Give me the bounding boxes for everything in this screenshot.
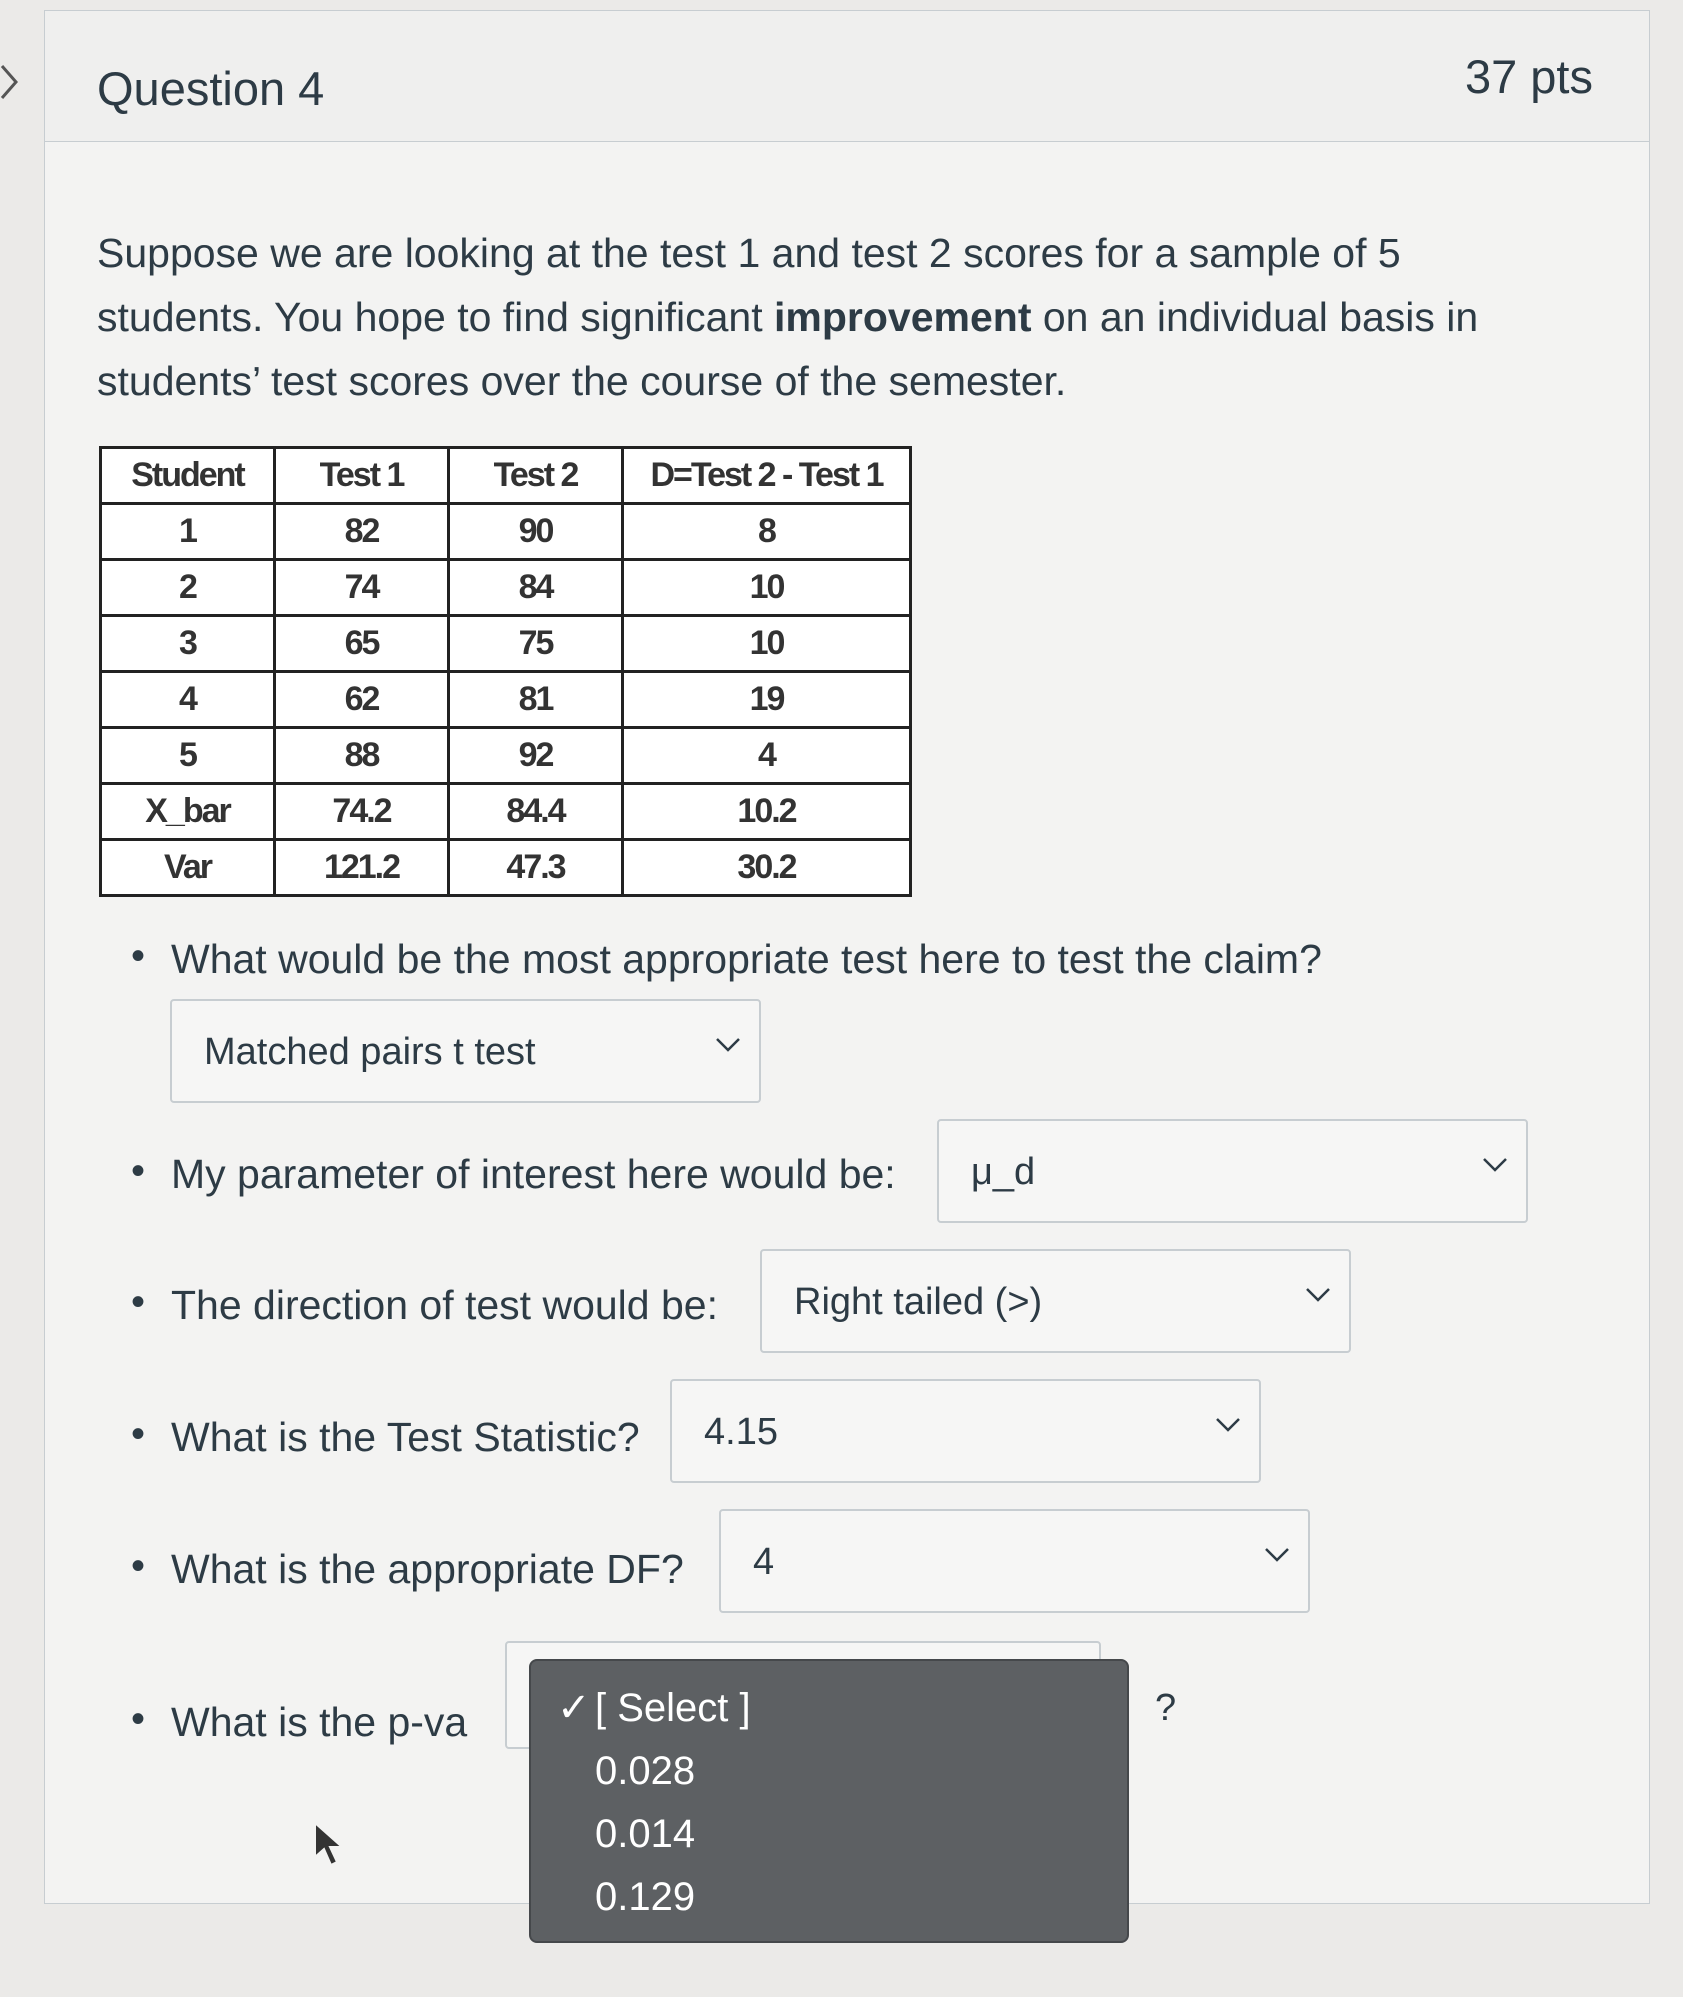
table-cell: 65 — [275, 616, 449, 672]
q6-label-suffix: ? — [1155, 1687, 1177, 1729]
q6-label: • What is the p-va — [171, 1699, 467, 1746]
table-cell: 10.2 — [623, 784, 911, 840]
table-cell: 4 — [101, 672, 275, 728]
table-row — [101, 672, 911, 728]
chevron-down-icon — [715, 1037, 741, 1053]
check-icon: ✓ — [557, 1686, 591, 1730]
mouse-pointer-icon — [313, 1821, 345, 1867]
direction-select[interactable] — [760, 1249, 1351, 1353]
q1-label: • What would be the most appropriate test here to test the claim? — [171, 936, 1322, 983]
table-cell: 2 — [101, 560, 275, 616]
prompt-bold-word: improvement — [774, 294, 1032, 340]
parameter-value: μ_d — [971, 1151, 1036, 1193]
table-cell: 121.2 — [275, 840, 449, 896]
test-statistic-value: 4.15 — [704, 1411, 778, 1453]
prompt-text-start: Suppose we are looking at the test 1 and test 2 scores for a sample of 5 students. You hope to find significant — [97, 230, 1401, 340]
chevron-down-icon — [1264, 1547, 1290, 1563]
question-card — [44, 10, 1650, 1919]
table-row — [101, 728, 911, 784]
dropdown-option-select[interactable] — [557, 1685, 751, 1731]
table-header-cell: Test 2 — [449, 448, 623, 504]
df-select[interactable] — [719, 1509, 1310, 1613]
table-header-cell: Test 1 — [275, 448, 449, 504]
table-cell: 75 — [449, 616, 623, 672]
test-type-select[interactable] — [170, 999, 761, 1103]
table-cell: 82 — [275, 504, 449, 560]
table-cell: 90 — [449, 504, 623, 560]
table-cell: 74.2 — [275, 784, 449, 840]
option-label: [ Select ] — [595, 1686, 751, 1730]
test-statistic-select[interactable] — [670, 1379, 1261, 1483]
prompt-text-end: on an individual basis in students’ test scores over the course of the semester. — [97, 294, 1479, 404]
table-header-cell: D=Test 2 - Test 1 — [623, 448, 911, 504]
table-cell: 4 — [623, 728, 911, 784]
question-points: 37 pts — [1464, 50, 1593, 103]
table-body — [101, 504, 911, 896]
table-row — [101, 784, 911, 840]
table-cell: 10 — [623, 560, 911, 616]
table-cell: 88 — [275, 728, 449, 784]
table-cell: 10 — [623, 616, 911, 672]
direction-value: Right tailed (>) — [794, 1281, 1043, 1323]
table-header-cell: Student — [101, 448, 275, 504]
table-row — [101, 504, 911, 560]
question-title: Question 4 — [97, 62, 325, 115]
dropdown-option-0-014[interactable]: 0.014 — [595, 1812, 696, 1856]
question-header — [45, 11, 1649, 142]
test-type-value: Matched pairs t test — [204, 1031, 536, 1073]
table-row — [101, 840, 911, 896]
dropdown-option-0-129[interactable]: 0.129 — [595, 1875, 696, 1919]
table-cell: 74 — [275, 560, 449, 616]
table-cell: 1 — [101, 504, 275, 560]
table-row — [101, 616, 911, 672]
q3-label: • The direction of test would be: — [171, 1282, 718, 1329]
table-cell: Var — [101, 840, 275, 896]
chevron-right-icon[interactable] — [0, 62, 20, 102]
table-cell: 81 — [449, 672, 623, 728]
df-value: 4 — [753, 1541, 775, 1583]
q4-label: • What is the Test Statistic? — [171, 1414, 640, 1461]
dropdown-option-0-028[interactable]: 0.028 — [595, 1749, 696, 1793]
p-value-dropdown-menu — [529, 1659, 1129, 1943]
chevron-down-icon — [1482, 1157, 1508, 1173]
table-cell: 84 — [449, 560, 623, 616]
table-cell: 92 — [449, 728, 623, 784]
table-cell: 5 — [101, 728, 275, 784]
parameter-select[interactable] — [937, 1119, 1528, 1223]
table-cell: 8 — [623, 504, 911, 560]
table-cell: 47.3 — [449, 840, 623, 896]
chevron-down-icon — [1215, 1417, 1241, 1433]
q5-label: • What is the appropriate DF? — [171, 1546, 684, 1593]
chevron-down-icon — [1305, 1287, 1331, 1303]
table-row — [101, 560, 911, 616]
table-cell: 62 — [275, 672, 449, 728]
q2-label: • My parameter of interest here would be: — [171, 1151, 896, 1198]
table-cell: X_bar — [101, 784, 275, 840]
scores-table — [99, 446, 912, 897]
table-cell: 19 — [623, 672, 911, 728]
table-cell: 30.2 — [623, 840, 911, 896]
table-cell: 3 — [101, 616, 275, 672]
question-prompt — [97, 221, 1537, 413]
table-header-row — [101, 448, 911, 504]
table-cell: 84.4 — [449, 784, 623, 840]
